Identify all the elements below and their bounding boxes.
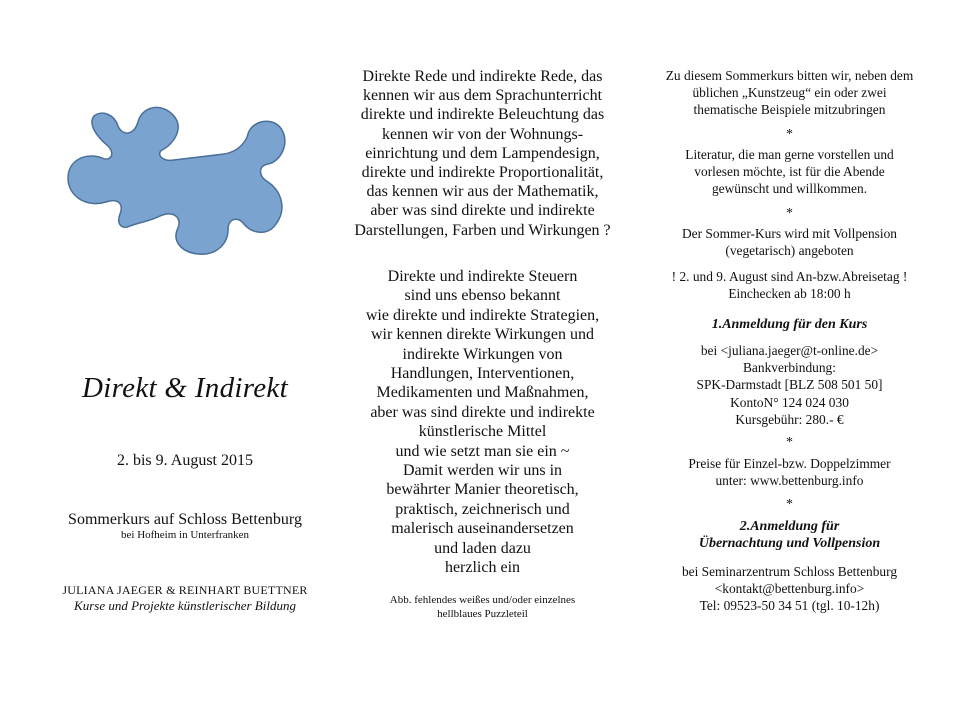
page-title: Direkt & Indirekt bbox=[82, 372, 288, 404]
text-line: gewünscht und willkommen. bbox=[711, 181, 868, 197]
text-line: Direkte und indirekte Steuern bbox=[387, 268, 578, 285]
intro-paragraph bbox=[335, 67, 630, 240]
text-line: (vegetarisch) angeboten bbox=[725, 243, 854, 259]
arrival-block bbox=[637, 268, 942, 302]
text-line: herzlich ein bbox=[444, 559, 521, 577]
text-line: und wie setzt man sie ein ~ bbox=[395, 442, 570, 460]
text-line: Preise für Einzel-bzw. Doppelzimmer bbox=[688, 456, 891, 471]
text-line: ! 2. und 9. August sind An-bzw.Abreisetag ! bbox=[671, 269, 908, 284]
text-line: bewährter Manier theoretisch, bbox=[386, 481, 579, 499]
text-line: Direkte Rede und indirekte Rede, das bbox=[362, 68, 603, 85]
text-line: Bankverbindung: bbox=[743, 360, 836, 376]
text-line: Darstellungen, Farben und Wirkungen ? bbox=[354, 221, 611, 239]
text-line: das kennen wir aus der Mathematik, bbox=[366, 183, 599, 201]
course-name: Sommerkurs auf Schloss Bettenburg bbox=[68, 511, 302, 528]
separator-star: * bbox=[786, 206, 793, 221]
separator-star: * bbox=[786, 435, 793, 450]
separator-star: * bbox=[786, 127, 793, 142]
text-line: Zu diesem Sommerkurs bitten wir, neben dem bbox=[665, 68, 914, 83]
course-dates: 2. bis 9. August 2015 bbox=[116, 452, 253, 469]
text-line: malerisch auseinandersetzen bbox=[391, 520, 574, 538]
left-text-block bbox=[40, 0, 330, 720]
text-line: wir kennen direkte Wirkungen und bbox=[371, 326, 594, 344]
text-line: Literatur, die man gerne vorstellen und bbox=[685, 147, 894, 162]
text-line: Kursgebühr: 280.- € bbox=[735, 411, 844, 427]
text-line: thematische Beispiele mitzubringen bbox=[693, 102, 886, 118]
text-line: aber was sind direkte und indirekte bbox=[370, 403, 595, 421]
email-link[interactable]: <kontakt@bettenburg.info> bbox=[714, 581, 865, 597]
text-line: Damit werden wir uns in bbox=[402, 462, 563, 480]
text-line: bei Seminarzentrum Schloss Bettenburg bbox=[681, 564, 898, 579]
registration1-block bbox=[637, 342, 942, 428]
board-block bbox=[637, 225, 942, 259]
text-line: üblichen „Kunstzeug“ ein oder zwei bbox=[692, 85, 887, 101]
text-line: sind uns ebenso bekannt bbox=[404, 287, 561, 305]
prices-block bbox=[637, 455, 942, 489]
text-line: KontoN° 124 024 030 bbox=[730, 394, 849, 410]
text-line: Medikamenten und Maßnahmen, bbox=[376, 384, 589, 402]
caption-line: Abb. fehlendes weißes und/oder einzelnes bbox=[389, 594, 576, 606]
text-line: und laden dazu bbox=[434, 539, 531, 557]
text-line: kennen wir aus dem Sprachunterricht bbox=[362, 87, 603, 105]
caption-line: hellblaues Puzzleteil bbox=[437, 608, 528, 620]
literature-block bbox=[637, 146, 942, 198]
right-panel bbox=[637, 0, 942, 720]
website-link[interactable]: unter: www.bettenburg.info bbox=[715, 473, 864, 489]
registration2-heading bbox=[637, 518, 942, 552]
text-line: Der Sommer-Kurs wird mit Vollpension bbox=[682, 226, 897, 241]
text-line: SPK-Darmstadt [BLZ 508 501 50] bbox=[696, 377, 883, 393]
text-line: Übernachtung und Vollpension bbox=[698, 536, 881, 552]
invitation-paragraph bbox=[335, 267, 630, 578]
registration1-heading: 1.Anmeldung für den Kurs bbox=[711, 317, 868, 332]
course-location: bei Hofheim in Unterfranken bbox=[121, 529, 249, 541]
authors-subtitle: Kurse und Projekte künstlerischer Bildung bbox=[74, 598, 296, 613]
text-line: 2.Anmeldung für bbox=[739, 519, 840, 534]
text-line: praktisch, zeichnerisch und bbox=[395, 500, 570, 518]
text-line: kennen wir von der Wohnungs- bbox=[381, 125, 584, 143]
image-caption bbox=[335, 593, 630, 621]
text-line: vorlesen möchte, ist für die Abende bbox=[694, 164, 885, 180]
text-line: direkte und indirekte Proportionalität, bbox=[361, 164, 604, 182]
text-line: künstlerische Mittel bbox=[418, 423, 547, 441]
text-line: aber was sind direkte und indirekte bbox=[370, 202, 595, 220]
text-line: Einchecken ab 18:00 h bbox=[728, 286, 851, 302]
intro-block bbox=[637, 67, 942, 119]
middle-panel bbox=[335, 0, 630, 720]
separator-star: * bbox=[786, 497, 793, 512]
registration2-block bbox=[637, 563, 942, 615]
authors: JULIANA JAEGER & REINHART BUETTNER bbox=[62, 583, 308, 597]
text-line: Handlungen, Interventionen, bbox=[390, 365, 575, 383]
text-line: indirekte Wirkungen von bbox=[402, 345, 563, 363]
text-line: wie direkte und indirekte Strategien, bbox=[365, 306, 600, 324]
phone-number: Tel: 09523-50 34 51 (tgl. 10-12h) bbox=[699, 598, 880, 614]
email-link[interactable]: bei <juliana.jaeger@t-online.de> bbox=[700, 343, 879, 358]
text-line: direkte und indirekte Beleuchtung das bbox=[360, 106, 605, 124]
text-line: einrichtung und dem Lampendesign, bbox=[365, 144, 600, 162]
